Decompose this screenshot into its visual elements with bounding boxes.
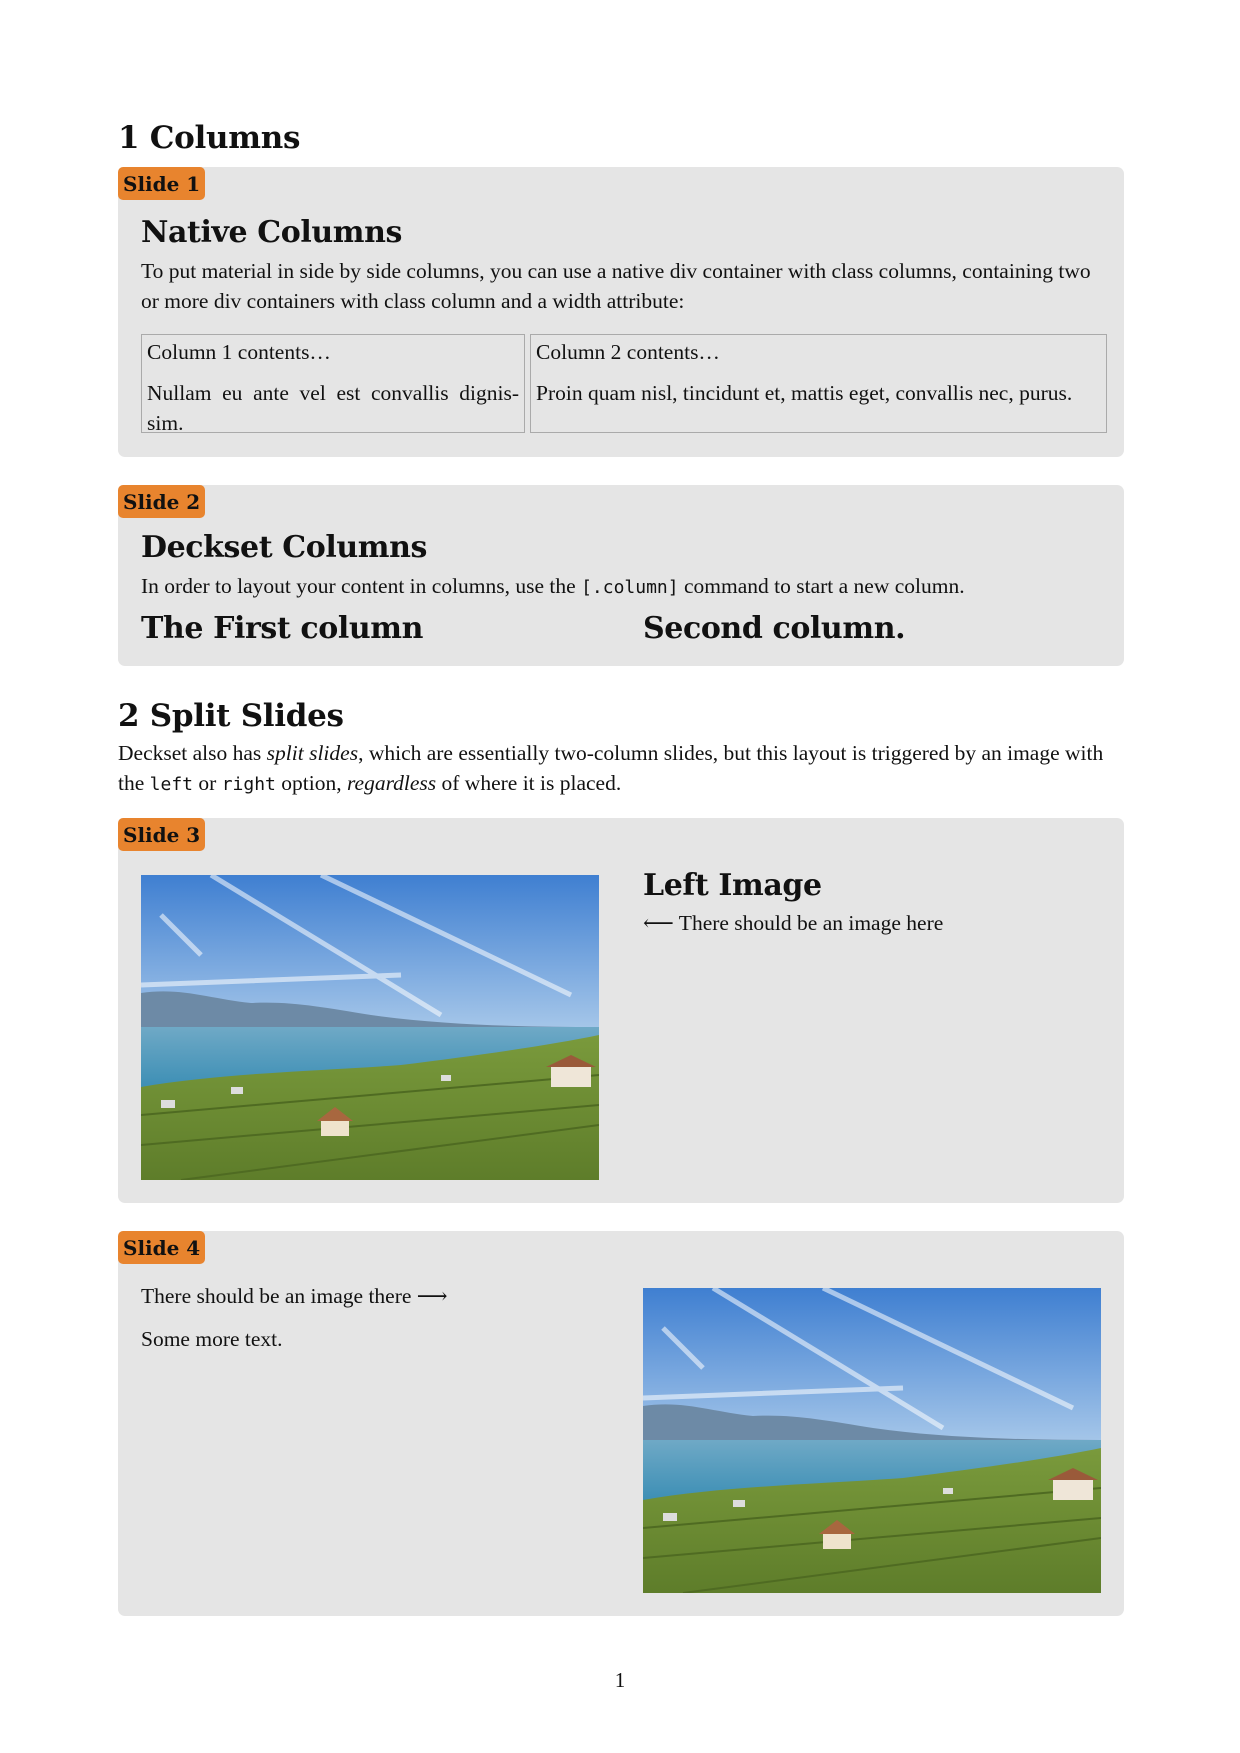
intro-text: , which are essentially two-column slides, but this layout is triggered by an image with the (118, 741, 1104, 795)
column-heading: Column 1 contents… (147, 340, 331, 364)
page-number: 1 (614, 1668, 626, 1692)
intro-emphasis: split slides (266, 741, 359, 765)
slide-badge: Slide 2 (118, 485, 205, 518)
column-text: Nullam eu ante vel est convallis dignis-sim. (147, 381, 519, 435)
column-box-2 (530, 334, 1107, 433)
slide-text: Some more text. (141, 1327, 283, 1351)
slide-title: Native Columns (141, 215, 403, 250)
section-heading-split-slides: 2 Split Slides (118, 698, 344, 734)
slide-title: Left Image (643, 868, 822, 903)
lake-vineyard-image (643, 1288, 1101, 1593)
slide-body (141, 571, 1109, 603)
slide-2 (118, 485, 1124, 666)
body-text: command to start a new column. (678, 574, 965, 598)
column-heading-first: The First column (141, 611, 423, 646)
slide-1 (118, 167, 1124, 457)
slide-3 (118, 818, 1124, 1203)
inline-code: left (149, 774, 194, 795)
section-heading-columns: 1 Columns (118, 120, 301, 156)
landscape-photo (643, 1288, 1101, 1593)
slide-body: To put material in side by side columns, you can use a native div container with class columns, containing two or more div containers with class column and a width attribute: (141, 259, 1091, 313)
slide-4 (118, 1231, 1124, 1616)
slide-badge: Slide 3 (118, 818, 205, 851)
column-heading: Column 2 contents… (536, 340, 720, 364)
slide-badge: Slide 1 (118, 167, 205, 200)
column-text: Proin quam nisl, tincidunt et, mattis eget, convallis nec, purus. (536, 381, 1073, 405)
intro-text: or (193, 771, 222, 795)
lake-vineyard-image (141, 875, 599, 1180)
column-heading-second: Second column. (643, 611, 906, 646)
slide-title: Deckset Columns (141, 530, 427, 565)
slide-text: There should be an image there ⟶ (141, 1284, 448, 1308)
intro-text: of where it is placed. (436, 771, 622, 795)
section-intro (118, 738, 1124, 800)
inline-code: [.column] (581, 577, 679, 598)
intro-emphasis: regardless (346, 771, 437, 795)
intro-text: Deckset also has (118, 741, 267, 765)
landscape-photo (141, 875, 599, 1180)
column-box-1 (141, 334, 525, 433)
slide-text: ⟵ There should be an image here (643, 911, 944, 935)
slide-badge: Slide 4 (118, 1231, 205, 1264)
intro-text: option, (275, 771, 347, 795)
inline-code: right (221, 774, 276, 795)
body-text: In order to layout your content in columns, use the (141, 574, 582, 598)
